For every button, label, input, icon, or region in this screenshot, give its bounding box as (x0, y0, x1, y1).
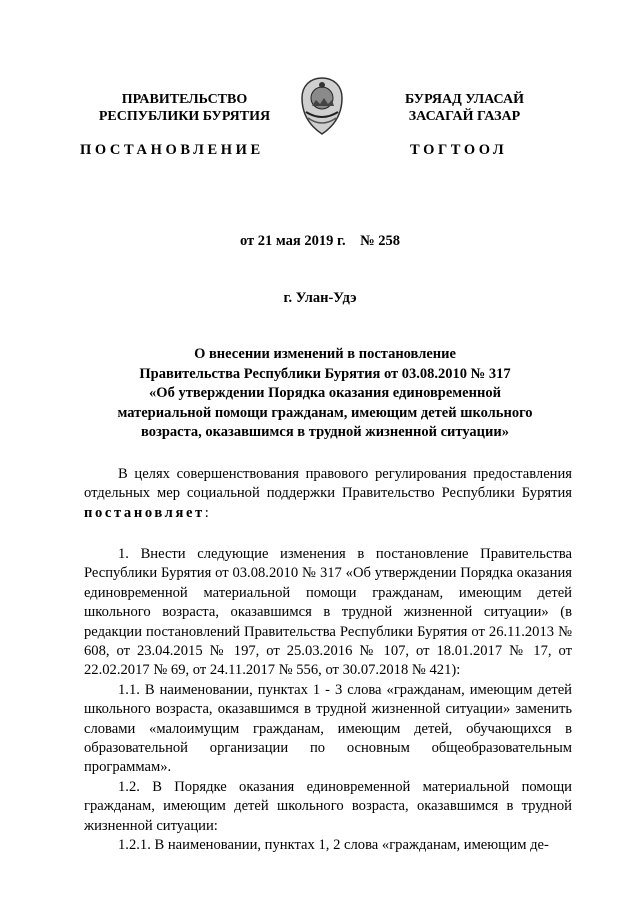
title-line: возраста, оказавшимся в трудной жизненной ситуации» (141, 424, 509, 440)
coat-of-arms-emblem (298, 76, 346, 138)
doc-type-right: ТОГТООЛ (410, 142, 508, 158)
paragraph: 1.2.1. В наименовании, пунктах 1, 2 слова «гражданам, имеющим де- (118, 837, 549, 854)
preamble-text: В целях совершенствования правового регулирования предоставления отдельных мер социальной поддержки Правительство Республики Бурятия (84, 466, 572, 502)
issuer-right-line1: БУРЯАД УЛАСАЙ (405, 92, 524, 107)
document-title (110, 345, 540, 443)
preamble-keyword: постановляет (84, 504, 205, 521)
paragraph: 1.2. В Порядке оказания единовременной материальной помощи гражданам, имеющим детей школьного возраста, оказавшимся в трудной жизненной ситуации: (84, 778, 572, 834)
issuer-right (372, 91, 557, 125)
city: г. Улан-Удэ (283, 290, 357, 306)
title-line: О внесении изменений в постановление (194, 346, 456, 362)
doc-type-left: ПОСТАНОВЛЕНИЕ (80, 142, 264, 158)
title-line: материальной помощи гражданам, имеющим детей школьного (117, 404, 533, 421)
paragraph: 1. Внести следующие изменения в постановление Правительства Республики Бурятия от 03.08.2010 № 317 «Об утверждении Порядка оказания единовременной материальной помощи гражданам, имеющим детей школьного возраста, оказавшимся в трудной жизненной ситуации» (в редакции постановлений Правительства Республики Бурятия от 26.11.2013 № 608, от 23.04.2015 № 197, от 25.03.2016 № 107, от 18.01.2017 № 17, от 22.02.2017 № 69, от 24.11.2017 № 556, от 30.07.2018 № 421): (84, 546, 572, 679)
issuer-right-line2: ЗАСАГАЙ ГАЗАР (408, 109, 521, 124)
paragraph: 1.1. В наименовании, пунктах 1 - 3 слова «гражданам, имеющим детей школьного возраста, оказавшимся в трудной жизненной ситуации» заменить словами «малоимущим гражданам, имеющим детей, обучающихся в образовательной организации по основным общеобразовательным программам». (84, 681, 572, 776)
issuer-left (92, 91, 277, 125)
date-number: от 21 мая 2019 г. № 258 (239, 233, 401, 249)
resolution-body (84, 545, 572, 856)
title-line: Правительства Республики Бурятия от 03.08.2010 № 317 (139, 365, 511, 382)
preamble-suffix: : (204, 504, 209, 521)
preamble (84, 465, 572, 523)
issuer-left-line2: РЕСПУБЛИКИ БУРЯТИЯ (98, 109, 271, 124)
issuer-left-line1: ПРАВИТЕЛЬСТВО (121, 92, 248, 107)
title-line: «Об утверждении Порядка оказания единовременной (149, 385, 501, 401)
